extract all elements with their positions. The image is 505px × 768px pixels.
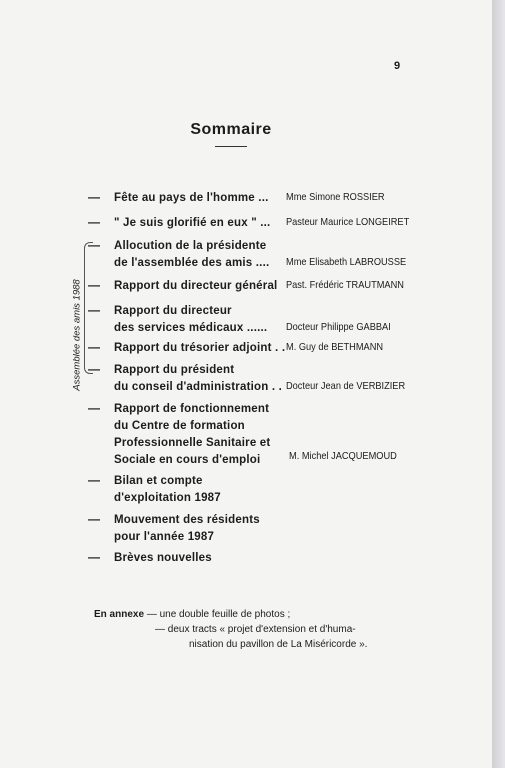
entry-title-line: Rapport de fonctionnement [114,403,270,415]
entry-dash: — [88,401,100,415]
entry-title [114,362,282,396]
entry-dash: — [88,278,100,292]
annex-line [94,607,290,622]
entry-title [114,340,285,357]
entry-title-line: Professionnelle Sanitaire et [114,437,271,449]
entry-title-line: des services médicaux ...... [114,322,268,334]
entry-title-line: Allocution de la présidente [114,240,267,252]
entry-author: M. Michel JACQUEMOUD [289,450,397,462]
entry-dash: — [88,215,100,229]
annex-text: — une double feuille de photos ; [146,609,291,620]
entry-dash: — [88,238,100,252]
entry-dash: — [88,340,100,354]
entry-title [114,215,270,232]
annex-label: En annexe [94,609,145,620]
entry-title-line: Rapport du directeur général [114,280,278,292]
annex-note [94,607,368,650]
entry-title [114,401,270,469]
title-underline [215,146,247,147]
entry-author: Mme Elisabeth LABROUSSE [286,256,407,268]
entry-title [114,238,269,272]
annex-line: nisation du pavillon de La Miséricorde ». [189,639,368,650]
entry-dash: — [88,303,100,317]
entry-title-line: de l'assemblée des amis .... [114,257,270,269]
entry-title [114,190,269,207]
page-number: 9 [394,60,401,72]
annex-line: — deux tracts « projet d'extension et d'huma- [155,624,356,635]
entry-dash: — [88,550,100,564]
entry-dash: — [88,362,100,376]
entry-dash: — [88,473,100,487]
entry-title-line: du conseil d'administration . . [114,381,283,393]
entry-author: Pasteur Maurice LONGEIRET [286,216,410,228]
page-title: Sommaire [190,121,272,138]
entry-title [114,512,260,546]
entry-title-line: Bilan et compte [114,475,203,487]
entry-author: Docteur Jean de VERBIZIER [286,380,406,392]
entry-dash: — [88,190,100,204]
entry-title-line: Sociale en cours d'emploi [114,454,261,466]
entry-title-line: Rapport du trésorier adjoint . . [114,342,286,354]
entry-title [114,303,267,337]
side-label: Assemblée des amis 1988 [71,279,83,391]
entry-title-line: Rapport du directeur [114,305,232,317]
entry-dash: — [88,512,100,526]
entry-author: Past. Frédéric TRAUTMANN [286,279,404,291]
entry-author: Docteur Philippe GABBAI [286,321,391,333]
entry-author: Mme Simone ROSSIER [286,191,385,203]
entry-title-line: Rapport du président [114,364,235,376]
page-edge [492,0,505,768]
entry-title-line: Fête au pays de l'homme ... [114,192,269,204]
entry-title [114,278,277,295]
entry-title-line: Brèves nouvelles [114,552,212,564]
entry-author: M. Guy de BETHMANN [286,341,384,353]
entry-title [114,473,221,507]
entry-title [114,550,212,567]
entry-title-line: d'exploitation 1987 [114,492,221,504]
entry-title-line: " Je suis glorifié en eux " ... [114,217,271,229]
entry-title-line: Mouvement des résidents [114,514,260,526]
entry-title-line: pour l'année 1987 [114,531,215,543]
entry-title-line: du Centre de formation [114,420,245,432]
